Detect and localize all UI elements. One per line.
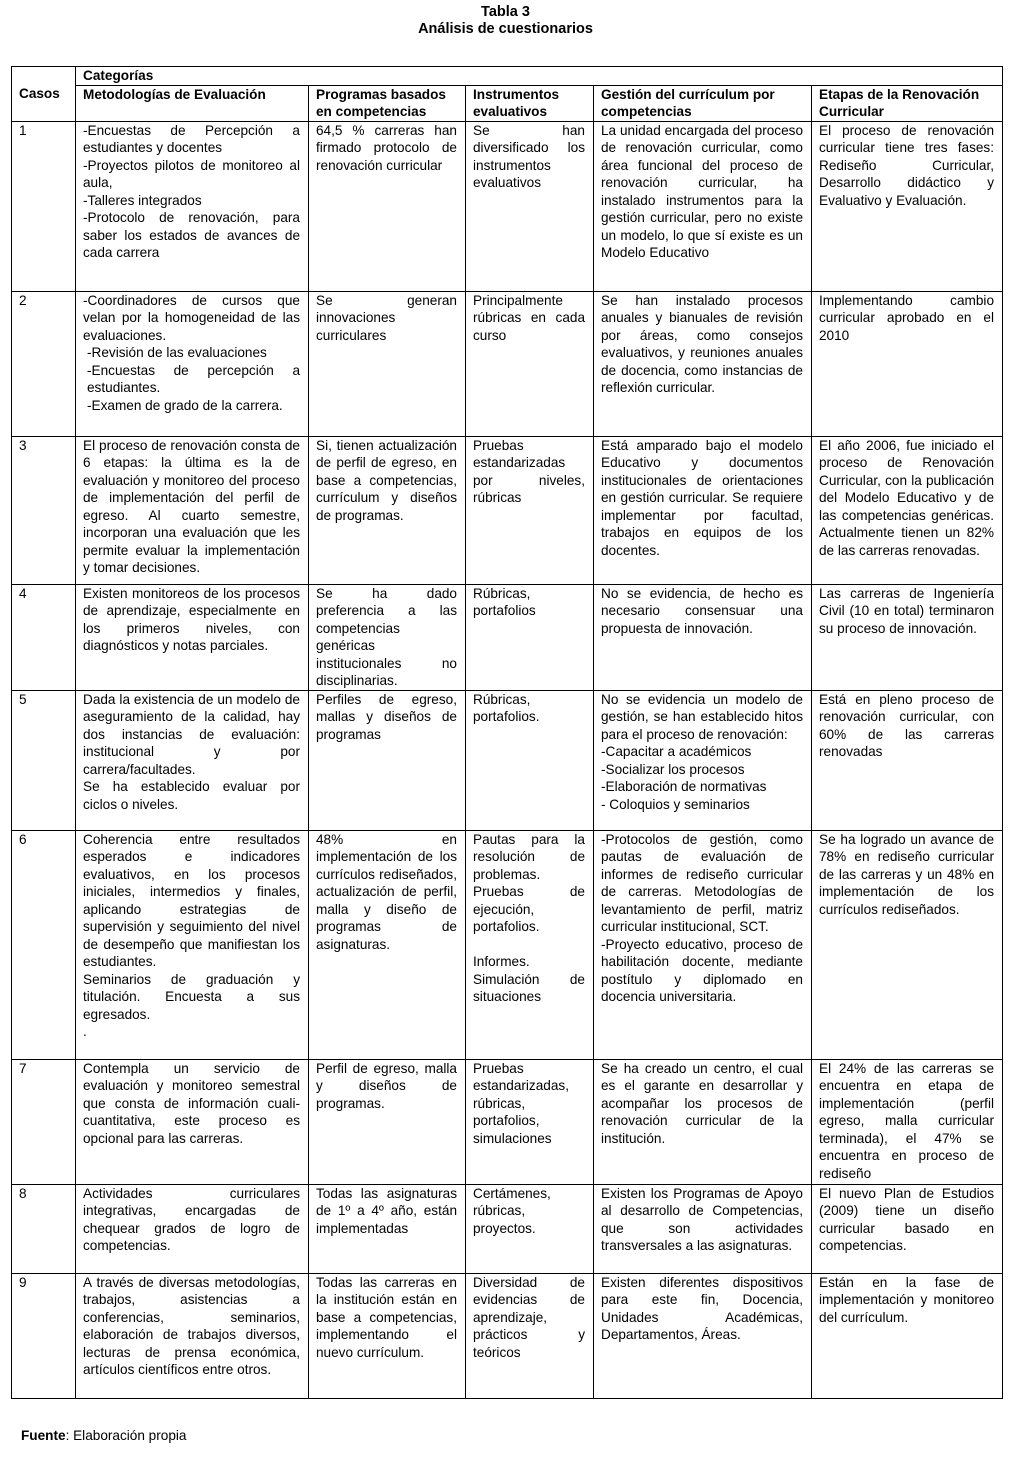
cell-programas bbox=[309, 1273, 466, 1398]
cell-metodologias bbox=[76, 584, 309, 690]
cell-instrumentos bbox=[466, 584, 594, 690]
cell-paragraph: -Encuestas de Percepción a estudiantes y docentes bbox=[83, 122, 300, 155]
cell-paragraph: Se generan innovaciones curriculares bbox=[316, 292, 457, 343]
case-number-cell: 4 bbox=[12, 584, 76, 690]
cell-paragraph: Pruebas estandarizadas, rúbricas, portafolios, simulaciones bbox=[473, 1060, 569, 1146]
table-row bbox=[12, 291, 1003, 436]
cell-paragraph: El proceso de renovación curricular tiene tres fases: Rediseño Curricular, Desarrollo didáctico y Evaluativo y Evaluación. bbox=[819, 122, 995, 208]
cell-etapas bbox=[812, 690, 1003, 830]
cell-metodologias bbox=[76, 121, 309, 291]
cell-paragraph: -Revisión de las evaluaciones bbox=[87, 345, 267, 360]
table-caption bbox=[0, 4, 1011, 38]
table-row bbox=[12, 1273, 1003, 1398]
case-number-cell: 2 bbox=[12, 291, 76, 436]
cell-paragraph: Se ha establecido evaluar por ciclos o niveles. bbox=[83, 779, 300, 812]
cell-paragraph: -Protocolos de gestión, como pautas de evaluación de informes de rediseño curricular de carreras. Metodologías de levantamiento de perfil, matriz curricular institucional, SCT. bbox=[601, 831, 803, 934]
table-row bbox=[12, 690, 1003, 830]
cell-instrumentos bbox=[466, 121, 594, 291]
cell-paragraph: Actividades curriculares integrativas, encargadas de chequear grados de logro de competencias. bbox=[83, 1185, 300, 1253]
analysis-table bbox=[11, 66, 1003, 1399]
cell-paragraph: El año 2006, fue iniciado el proceso de Renovación Curricular, con la publicación del Modelo Educativo y de las competencias genéricas. Actualmente tienen un 82% de las carreras renovadas. bbox=[819, 437, 995, 558]
cell-paragraph: -Talleres integrados bbox=[83, 192, 202, 208]
cell-paragraph: -Proyectos pilotos de monitoreo al aula, bbox=[83, 157, 300, 190]
cell-metodologias bbox=[76, 436, 309, 584]
cell-paragraph: El nuevo Plan de Estudios (2009) tiene un diseño curricular basado en competencias. bbox=[819, 1185, 995, 1253]
cell-paragraph: Pruebas estandarizadas por niveles, rúbricas bbox=[473, 437, 585, 505]
cell-paragraph: Coherencia entre resultados esperados e indicadores evaluativos, en los procesos iniciales, intermedios y finales, aplicando estrategias de supervisión y seguimiento del nivel de desempeño que manifiestan los estudiantes. bbox=[83, 831, 300, 969]
cell-paragraph: Existen los Programas de Apoyo al desarrollo de Competencias, que son actividades transversales a las asignaturas. bbox=[601, 1185, 803, 1253]
cell-gestion bbox=[594, 830, 812, 1059]
case-number-cell: 7 bbox=[12, 1059, 76, 1184]
cell-paragraph: Implementando cambio curricular aprobado en el 2010 bbox=[819, 292, 995, 343]
cell-paragraph: Dada la existencia de un modelo de aseguramiento de la calidad, hay dos instancias de evaluación: institucional y por carrera/facultades. bbox=[83, 691, 300, 777]
cell-paragraph: El 24% de las carreras se encuentra en etapa de implementación (perfil egreso, malla curricular terminada), el 47% se encuentra en proceso de rediseño bbox=[819, 1060, 995, 1181]
cell-paragraph: Contempla un servicio de evaluación y monitoreo semestral que consta de información cuali-cuantitativa, este proceso es opcional para las carreras. bbox=[83, 1060, 300, 1146]
case-number-cell: 8 bbox=[12, 1184, 76, 1273]
cell-paragraph: . bbox=[83, 1024, 87, 1039]
case-number-cell: 3 bbox=[12, 436, 76, 584]
cell-paragraph: -Examen de grado de la carrera. bbox=[87, 397, 283, 413]
table-subtitle: Análisis de cuestionarios bbox=[418, 21, 593, 37]
cell-paragraph: Principalmente rúbricas en cada curso bbox=[473, 292, 585, 343]
case-number-cell: 6 bbox=[12, 830, 76, 1059]
cell-instrumentos bbox=[466, 436, 594, 584]
cell-programas bbox=[309, 830, 466, 1059]
column-header-etapas: Etapas de la Renovación Curricular bbox=[812, 85, 1003, 121]
table-title: Tabla 3 bbox=[481, 4, 530, 20]
table-row bbox=[12, 121, 1003, 291]
source-note bbox=[21, 1428, 186, 1443]
cell-gestion bbox=[594, 690, 812, 830]
categories-header: Categorías bbox=[76, 67, 1003, 86]
column-header-metodologias: Metodologías de Evaluación bbox=[76, 85, 309, 121]
cell-paragraph: Se ha creado un centro, el cual es el garante en desarrollar y acompañar los procesos de renovación curricular de la institución. bbox=[601, 1060, 803, 1146]
cell-instrumentos bbox=[466, 291, 594, 436]
cell-etapas bbox=[812, 1273, 1003, 1398]
group-header-row bbox=[12, 67, 1003, 86]
cell-paragraph: Se ha logrado un avance de 78% en rediseño curricular de las carreras y un 48% en implementación de los currículos rediseñados. bbox=[819, 831, 995, 917]
table-row bbox=[12, 436, 1003, 584]
cell-paragraph: -Capacitar a académicos bbox=[601, 744, 752, 759]
cell-paragraph: Se ha dado preferencia a las competencias genéricas institucionales no disciplinarias. bbox=[316, 585, 457, 688]
cell-paragraph: -Socializar los procesos bbox=[601, 761, 745, 777]
cell-instrumentos bbox=[466, 1059, 594, 1184]
cell-instrumentos bbox=[466, 1184, 594, 1273]
cell-paragraph: Simulación de situaciones bbox=[473, 971, 585, 1004]
cell-gestion bbox=[594, 1273, 812, 1398]
cell-instrumentos bbox=[466, 1273, 594, 1398]
cell-metodologias bbox=[76, 1059, 309, 1184]
cell-paragraph: El proceso de renovación consta de 6 etapas: la última es la de evaluación y monitoreo del proceso de implementación del perfil de egreso. Al cuarto semestre, incorporan una evaluación que les permite evaluar la implementación y tomar decisiones. bbox=[83, 437, 300, 575]
source-text: : Elaboración propia bbox=[65, 1428, 187, 1443]
cell-gestion bbox=[594, 291, 812, 436]
cell-etapas bbox=[812, 1059, 1003, 1184]
cell-paragraph: Perfil de egreso, malla y diseños de programas. bbox=[316, 1060, 457, 1111]
cell-paragraph: Se han diversificado los instrumentos evaluativos bbox=[473, 122, 585, 190]
table-row bbox=[12, 1184, 1003, 1273]
case-number-cell: 9 bbox=[12, 1273, 76, 1398]
cell-paragraph: Todas las carreras en la institución están en base a competencias, implementando el nuevo currículum. bbox=[316, 1274, 457, 1360]
cell-metodologias bbox=[76, 830, 309, 1059]
cell-paragraph: Las carreras de Ingeniería Civil (10 en total) terminaron su proceso de innovación. bbox=[819, 585, 995, 636]
cell-paragraph: Seminarios de graduación y titulación. Encuesta a sus egresados. bbox=[83, 971, 300, 1022]
cell-paragraph: No se evidencia, de hecho es necesario consensuar una propuesta de innovación. bbox=[601, 585, 803, 636]
cell-etapas bbox=[812, 291, 1003, 436]
cell-paragraph: Informes. bbox=[473, 954, 530, 969]
cell-metodologias bbox=[76, 291, 309, 436]
cell-paragraph: -Protocolo de renovación, para saber los estados de avances de cada carrera bbox=[83, 210, 300, 260]
empty-header-cell bbox=[12, 67, 76, 86]
table-body bbox=[12, 121, 1003, 1398]
column-header-instrumentos: Instrumentos evaluativos bbox=[466, 85, 594, 121]
cell-programas bbox=[309, 436, 466, 584]
case-number-cell: 1 bbox=[12, 121, 76, 291]
cell-paragraph: 48% en implementación de los currículos rediseñados, actualización de perfil, malla y diseño de programas de asignaturas. bbox=[316, 831, 457, 952]
cell-gestion bbox=[594, 584, 812, 690]
cell-paragraph: Pruebas de ejecución, portafolios. bbox=[473, 884, 585, 934]
cell-paragraph bbox=[473, 936, 585, 954]
cell-programas bbox=[309, 690, 466, 830]
cell-programas bbox=[309, 584, 466, 690]
cell-programas bbox=[309, 1059, 466, 1184]
column-header-programas: Programas basados en competencias bbox=[309, 85, 466, 121]
cell-etapas bbox=[812, 584, 1003, 690]
cell-paragraph: -Encuestas de percepción a estudiantes. bbox=[87, 362, 300, 395]
cell-gestion bbox=[594, 121, 812, 291]
cell-paragraph: Existen monitoreos de los procesos de aprendizaje, especialmente en los primeros niveles, con diagnósticos y notas parciales. bbox=[83, 585, 300, 653]
cell-metodologias bbox=[76, 1273, 309, 1398]
cell-etapas bbox=[812, 1184, 1003, 1273]
cell-paragraph: Rúbricas, portafolios bbox=[473, 585, 536, 618]
cell-metodologias bbox=[76, 690, 309, 830]
cell-paragraph: A través de diversas metodologías, trabajos, asistencias a conferencias, seminarios, elaboración de trabajos diversos, lecturas de prensa económica, artículos científicos entre otros. bbox=[83, 1274, 300, 1377]
cell-instrumentos bbox=[466, 830, 594, 1059]
table-row bbox=[12, 1059, 1003, 1184]
cell-etapas bbox=[812, 830, 1003, 1059]
cell-paragraph: Todas las asignaturas de 1º a 4º año, están implementadas bbox=[316, 1185, 457, 1236]
cell-instrumentos bbox=[466, 690, 594, 830]
column-header-gestion: Gestión del currículum por competencias bbox=[594, 85, 812, 121]
table-row bbox=[12, 830, 1003, 1059]
cell-paragraph: Diversidad de evidencias de aprendizaje, prácticos y teóricos bbox=[473, 1274, 585, 1360]
cell-programas bbox=[309, 291, 466, 436]
cell-paragraph: -Proyecto educativo, proceso de habilitación docente, mediante postítulo y diplomado en docencia universitaria. bbox=[601, 936, 803, 1004]
cell-paragraph: Están en la fase de implementación y monitoreo del currículum. bbox=[819, 1274, 995, 1325]
cell-gestion bbox=[594, 436, 812, 584]
cell-paragraph: Si, tienen actualización de perfil de egreso, en base a competencias, currículum y diseños de programas. bbox=[316, 437, 457, 523]
source-label: Fuente bbox=[21, 1428, 66, 1443]
cell-paragraph: No se evidencia un modelo de gestión, se han establecido hitos para el proceso de renovación: bbox=[601, 691, 803, 742]
cell-gestion bbox=[594, 1184, 812, 1273]
cell-paragraph: Certámenes, rúbricas, proyectos. bbox=[473, 1185, 551, 1236]
cell-paragraph: -Elaboración de normativas bbox=[601, 779, 767, 794]
column-header-row bbox=[12, 85, 1003, 121]
cell-gestion bbox=[594, 1059, 812, 1184]
cell-paragraph: Se han instalado procesos anuales y bianuales de revisión por áreas, como consejos evaluativos, y reuniones anuales de docencia, como instancias de reflexión curricular. bbox=[601, 292, 803, 395]
cell-paragraph: Está amparado bajo el modelo Educativo y documentos institucionales de orientaciones en gestión curricular. Se requiere implementar por facultad, trabajos en equipos de los docentes. bbox=[601, 437, 803, 558]
cell-paragraph: Pautas para la resolución de problemas. bbox=[473, 831, 585, 882]
cell-paragraph: Existen diferentes dispositivos para este fin, Docencia, Unidades Académicas, Departamentos, Áreas. bbox=[601, 1274, 803, 1342]
cell-paragraph: Rúbricas, portafolios. bbox=[473, 691, 540, 724]
cell-etapas bbox=[812, 436, 1003, 584]
case-number-cell: 5 bbox=[12, 690, 76, 830]
table-row bbox=[12, 584, 1003, 690]
cell-paragraph: -Coordinadores de cursos que velan por la homogeneidad de las evaluaciones. bbox=[83, 292, 300, 343]
cell-programas bbox=[309, 1184, 466, 1273]
cell-paragraph: - Coloquios y seminarios bbox=[601, 796, 750, 812]
cell-programas bbox=[309, 121, 466, 291]
cell-metodologias bbox=[76, 1184, 309, 1273]
cell-paragraph: Perfiles de egreso, mallas y diseños de programas bbox=[316, 691, 457, 742]
cell-paragraph: Está en pleno proceso de renovación curricular, con 60% de las carreras renovadas bbox=[819, 691, 995, 759]
cell-paragraph: La unidad encargada del proceso de renovación curricular, como área funcional del proceso de renovación curricular, ha instalado instrumentos para la gestión curricular, pero no existe un modelo, lo que sí existe es un Modelo Educativo bbox=[601, 122, 803, 260]
cell-etapas bbox=[812, 121, 1003, 291]
column-header-casos: Casos bbox=[12, 85, 76, 121]
cell-paragraph: 64,5 % carreras han firmado protocolo de renovación curricular bbox=[316, 122, 457, 173]
